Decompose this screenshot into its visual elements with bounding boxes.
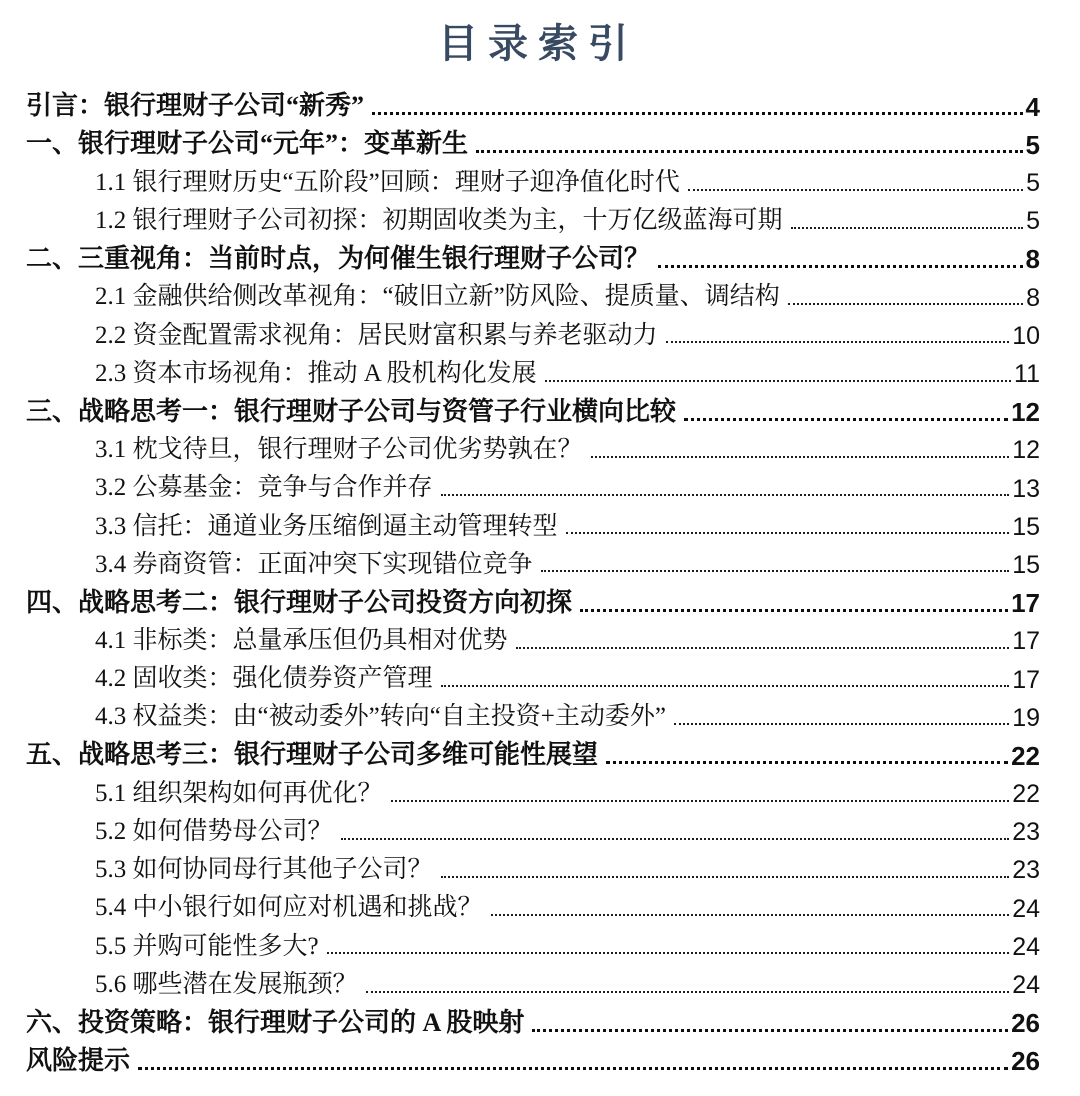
- toc-entry-label: 五、战略思考三：银行理财子公司多维可能性展望: [26, 740, 599, 770]
- toc-entry[interactable]: [26, 123, 1040, 161]
- page-number: 22: [1011, 740, 1040, 771]
- dot-leader: [591, 456, 1010, 458]
- toc-entry-label: 5.4 中小银行如何应对机遇和挑战？: [95, 894, 483, 922]
- toc-entry-label: 5.6 哪些潜在发展瓶颈？: [95, 970, 358, 998]
- toc-entry-label: 三、战略思考一：银行理财子公司与资管子行业横向比较: [26, 396, 677, 426]
- dot-leader: [532, 1029, 1008, 1032]
- page-number: 23: [1012, 856, 1040, 885]
- page-number: 15: [1012, 550, 1040, 579]
- page-number: 11: [1014, 360, 1040, 388]
- page-number: 24: [1012, 971, 1040, 999]
- toc-entry-label: 5.3 如何协同母行其他子公司？: [95, 856, 433, 884]
- toc-entry[interactable]: [26, 467, 1040, 505]
- page-number: 24: [1012, 932, 1040, 961]
- toc-entry-label: 3.4 券商资管：正面冲突下实现错位竞争: [95, 550, 533, 578]
- toc-entry-label: 3.2 公募基金：竞争与合作并存: [95, 474, 433, 502]
- dot-leader: [441, 685, 1010, 687]
- page-number: 17: [1011, 588, 1040, 619]
- toc-entry-label: 二、三重视角：当前时点，为何催生银行理财子公司？: [26, 244, 651, 274]
- toc-entry-label: 4.1 非标类：总量承压但仍具相对优势: [95, 627, 508, 655]
- dot-leader: [327, 952, 1010, 954]
- toc-entry-label: 4.2 固收类：强化债券资产管理: [95, 665, 433, 693]
- toc-entry-label: 5.1 组织架构如何再优化？: [95, 779, 383, 807]
- toc-entry-label: 2.1 金融供给侧改革视角：“破旧立新”防风险、提质量、调结构: [95, 283, 780, 311]
- toc-entry[interactable]: [26, 314, 1040, 352]
- toc-entry[interactable]: [26, 849, 1040, 887]
- page-number: 15: [1012, 512, 1040, 541]
- toc-entry[interactable]: [26, 887, 1040, 925]
- dot-leader: [516, 647, 1010, 649]
- dot-leader: [666, 341, 1010, 343]
- page-number: 22: [1012, 780, 1040, 809]
- page-number: 12: [1011, 397, 1040, 428]
- toc-entry[interactable]: [26, 658, 1040, 696]
- toc-entry-label: 2.2 资金配置需求视角：居民财富积累与养老驱动力: [95, 321, 658, 349]
- dot-leader: [341, 838, 1010, 840]
- toc-entry[interactable]: [26, 391, 1040, 429]
- dot-leader: [138, 1067, 1008, 1070]
- dot-leader: [606, 761, 1008, 764]
- toc-entry-label: 4.3 权益类：由“被动委外”转向“自主投资+主动委外”: [95, 703, 666, 731]
- dot-leader: [391, 800, 1010, 802]
- toc-entry[interactable]: [26, 200, 1040, 238]
- toc-entry[interactable]: [26, 505, 1040, 543]
- page-number: 5: [1026, 207, 1040, 236]
- page-title: 目录索引: [438, 21, 638, 66]
- toc-entry[interactable]: [26, 276, 1040, 314]
- page-number: 17: [1012, 627, 1040, 656]
- toc-entry-label: 风险提示: [26, 1045, 131, 1075]
- page-number: 10: [1012, 321, 1040, 350]
- page-number: 8: [1026, 283, 1040, 312]
- page-number: 19: [1012, 703, 1040, 732]
- dot-leader: [566, 532, 1010, 534]
- toc-entry[interactable]: [26, 620, 1040, 658]
- dot-leader: [788, 303, 1023, 305]
- toc-entry[interactable]: [26, 161, 1040, 199]
- dot-leader: [674, 723, 1009, 725]
- toc-entry-label: 3.1 枕戈待旦，银行理财子公司优劣势孰在？: [95, 436, 583, 464]
- page-number: 12: [1012, 436, 1040, 465]
- toc-entry[interactable]: [26, 581, 1040, 619]
- toc-list: [26, 85, 1040, 1078]
- dot-leader: [491, 914, 1010, 916]
- toc-entry-label: 1.2 银行理财子公司初探：初期固收类为主，十万亿级蓝海可期: [95, 207, 783, 234]
- toc-entry[interactable]: [26, 696, 1040, 734]
- dot-leader: [541, 570, 1010, 572]
- dot-leader: [791, 227, 1024, 229]
- toc-entry[interactable]: [26, 772, 1040, 810]
- page-number: 8: [1025, 244, 1040, 275]
- page-number: 26: [1011, 1046, 1040, 1077]
- toc-entry[interactable]: [26, 925, 1040, 963]
- page-number: 4: [1025, 91, 1040, 122]
- page-number: 13: [1012, 474, 1040, 503]
- dot-leader: [441, 876, 1010, 878]
- page-number: 5: [1025, 129, 1040, 160]
- toc-entry-label: 3.3 信托：通道业务压缩倒逼主动管理转型: [95, 512, 558, 540]
- dot-leader: [545, 380, 1011, 382]
- dot-leader: [580, 609, 1008, 612]
- toc-entry[interactable]: [26, 238, 1040, 276]
- toc-entry-label: 四、战略思考二：银行理财子公司投资方向初探: [26, 587, 573, 617]
- toc-entry-label: 一、银行理财子公司“元年”：变革新生: [26, 129, 469, 159]
- dot-leader: [476, 150, 1023, 153]
- toc-entry[interactable]: [26, 352, 1040, 390]
- page-number: 24: [1012, 894, 1040, 923]
- page-number: 26: [1011, 1008, 1040, 1039]
- toc-entry[interactable]: [26, 963, 1040, 1001]
- dot-leader: [366, 991, 1010, 993]
- dot-leader: [372, 112, 1023, 115]
- page-number: 5: [1026, 169, 1040, 198]
- toc-entry-label: 5.5 并购可能性多大?: [95, 932, 319, 960]
- dot-leader: [441, 494, 1010, 496]
- toc-entry[interactable]: [26, 429, 1040, 467]
- dot-leader: [688, 189, 1023, 191]
- toc-entry-label: 六、投资策略：银行理财子公司的 A 股映射: [26, 1007, 525, 1037]
- toc-entry-label: 2.3 资本市场视角：推动 A 股机构化发展: [95, 359, 537, 387]
- toc-entry[interactable]: [26, 85, 1040, 123]
- dot-leader: [658, 265, 1023, 268]
- toc-entry-label: 1.1 银行理财历史“五阶段”回顾：理财子迎净值化时代: [95, 168, 680, 196]
- toc-entry[interactable]: [26, 811, 1040, 849]
- toc-entry[interactable]: [26, 1040, 1040, 1078]
- toc-entry[interactable]: [26, 1002, 1040, 1040]
- toc-entry-label: 引言：银行理财子公司“新秀”: [26, 91, 365, 121]
- toc-entry[interactable]: [26, 543, 1040, 581]
- page-number: 17: [1012, 665, 1040, 694]
- dot-leader: [684, 418, 1008, 421]
- toc-entry-label: 5.2 如何借势母公司？: [95, 818, 333, 845]
- page-number: 23: [1012, 818, 1040, 847]
- toc-entry[interactable]: [26, 734, 1040, 772]
